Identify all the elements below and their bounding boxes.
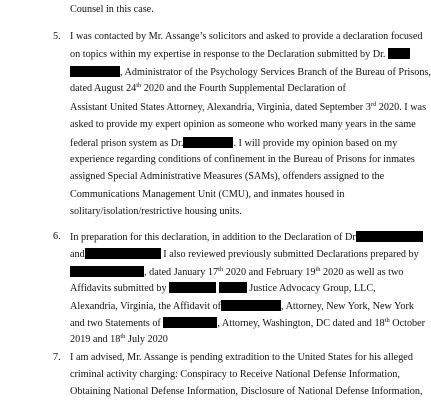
text-segment: 2020 as well as two xyxy=(320,266,404,278)
redaction-box xyxy=(221,300,281,311)
text-segment: July 2020 xyxy=(125,334,168,346)
redaction-box xyxy=(169,282,216,293)
text-segment: on topics within my expertise in response to the Declaration submitted by Dr. xyxy=(70,49,386,61)
text-segment: 2019 and 18 xyxy=(70,334,121,346)
text-line: asked to provide my expert opinion as someone who worked many years in the same xyxy=(70,119,416,131)
text-segment: . I will provide my opinion based on my xyxy=(233,137,398,149)
text-line: Communications Management Unit (CMU), and inmates housed in xyxy=(70,188,345,200)
text-line xyxy=(70,231,423,243)
text-segment: Affidavits submitted by xyxy=(70,283,167,295)
text-line: I am advised, Mr. Assange is pending extradition to the United States for his alleged xyxy=(70,351,413,363)
text-segment: 2020 and February 19 xyxy=(223,266,316,278)
text-line: experience regarding conditions of confinement in the Bureau of Prisons for inmates xyxy=(70,153,415,165)
text-line xyxy=(70,248,419,260)
text-segment: federal prison system as Dr. xyxy=(70,137,184,149)
text-line xyxy=(70,102,426,114)
text-line xyxy=(70,282,376,294)
text-segment: October xyxy=(389,317,426,329)
redaction-box xyxy=(163,317,217,328)
text-line: criminal activity charging: Conspiracy to Receive National Defense Information, xyxy=(70,368,400,380)
redaction-box xyxy=(183,137,233,148)
text-segment: dated August 24 xyxy=(70,83,137,95)
text-line: solitary/isolation/restrictive housing units. xyxy=(70,205,242,217)
text-line xyxy=(70,83,346,95)
text-segment: 2020. I was xyxy=(376,102,427,114)
text-segment: In preparation for this declaration, in addition to the Declaration of Dr xyxy=(70,231,356,243)
text-line xyxy=(70,300,414,312)
text-segment: Alexandria, Virginia, the Affidavit of xyxy=(70,300,222,312)
superscript: th xyxy=(218,265,224,273)
text-segment: and xyxy=(70,248,85,260)
redaction-box xyxy=(219,282,247,293)
redaction-box xyxy=(356,231,423,242)
text-line xyxy=(70,317,425,329)
redaction-box xyxy=(388,48,410,59)
text-segment: Justice Advocacy Group, LLC, xyxy=(249,283,376,295)
text-segment: I also reviewed previously submitted Declarations prepared by xyxy=(160,248,419,260)
text-segment: 2020 and the Fourth Supplemental Declaration of xyxy=(141,83,346,95)
redaction-box xyxy=(70,66,120,77)
text-line xyxy=(70,48,410,60)
text-line xyxy=(70,334,168,346)
text-line xyxy=(70,66,431,78)
text-line: assigned Special Administrative Measures (SAMs), offenders assigned to the xyxy=(70,171,385,183)
text-line xyxy=(70,266,403,278)
paragraph-number: 6. xyxy=(53,230,61,242)
superscript: th xyxy=(384,316,390,324)
text-segment: , dated January 17 xyxy=(144,266,219,278)
text-segment: , Attorney, Washington, DC dated and 18 xyxy=(217,317,385,329)
superscript: th xyxy=(136,82,142,90)
text-line xyxy=(70,137,397,149)
paragraph-number: 7. xyxy=(53,351,61,363)
redaction-box xyxy=(85,248,161,259)
text-segment: , Administrator of the Psychology Services Branch of the Bureau of Prisons, xyxy=(120,67,431,79)
superscript: th xyxy=(315,265,321,273)
text-line: Counsel in this case. xyxy=(70,3,154,15)
redaction-box xyxy=(70,266,144,277)
text-segment: and two Statements of xyxy=(70,317,161,329)
paragraph-number: 5. xyxy=(53,30,61,42)
text-segment: , Attorney, New York, New York xyxy=(281,300,414,312)
text-line: Obtaining National Defense Information, Disclosure of National Defense Information, xyxy=(70,386,423,397)
superscript: th xyxy=(120,333,126,341)
superscript: rd xyxy=(370,101,377,109)
text-line: I was contacted by Mr. Assange’s solicitors and asked to provide a declaration focused xyxy=(70,30,423,42)
text-segment: Assistant United States Attorney, Alexandria, Virginia, dated September 3 xyxy=(70,102,371,114)
